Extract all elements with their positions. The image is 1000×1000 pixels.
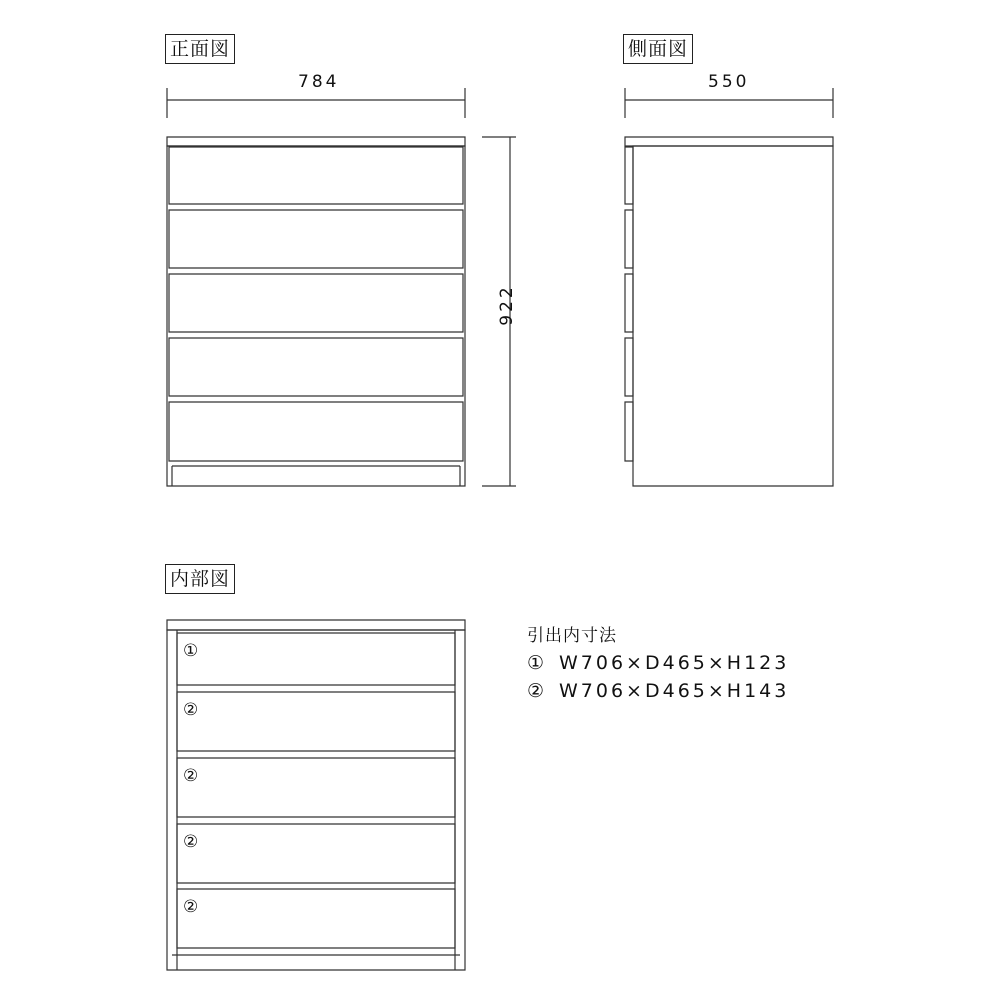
spec-item-text: W706×D465×H143 [559,680,790,702]
front-view-drawing [167,88,516,486]
interior-drawer-marker: ② [183,832,199,852]
front-drawer [169,274,463,332]
interior-cabinet-body [167,630,465,970]
interior-top-board [167,620,465,630]
interior-view-drawing [167,620,465,970]
drawer-inner-dimensions-heading: 引出内寸法 [527,626,617,646]
interior-view-label: 内部図 [165,564,235,594]
spec-item [527,652,789,674]
side-drawer-edge [625,274,633,332]
side-drawer-edge [625,210,633,268]
interior-drawer-box [177,889,455,948]
interior-drawer-marker: ② [183,897,199,917]
front-drawer [169,338,463,396]
height-dimension-text: 922 [497,284,517,326]
side-view-label: 側面図 [623,34,693,64]
spec-item [527,680,789,702]
interior-drawer-marker: ② [183,766,199,786]
depth-dimension-text: 550 [708,72,750,92]
spec-item-text: W706×D465×H123 [559,652,790,674]
interior-drawer-marker: ① [183,641,199,661]
side-view-drawing [625,88,833,486]
side-drawer-edge [625,338,633,396]
interior-drawer-box [177,633,455,685]
front-view-label: 正面図 [165,34,235,64]
interior-drawer-marker: ② [183,700,199,720]
side-cabinet-body [633,146,833,486]
front-drawer [169,402,463,461]
front-cabinet-body [167,146,465,486]
front-top-board [167,137,465,146]
spec-item-marker: ① [527,652,545,674]
front-drawer [169,210,463,268]
interior-drawer-box [177,758,455,817]
spec-item-marker: ② [527,680,545,702]
side-drawer-edge [625,402,633,461]
front-drawer [169,147,463,204]
width-dimension-text: 784 [298,72,340,92]
side-top-board [625,137,833,146]
side-drawer-edge [625,147,633,204]
interior-drawer-box [177,692,455,751]
interior-drawer-box [177,824,455,883]
